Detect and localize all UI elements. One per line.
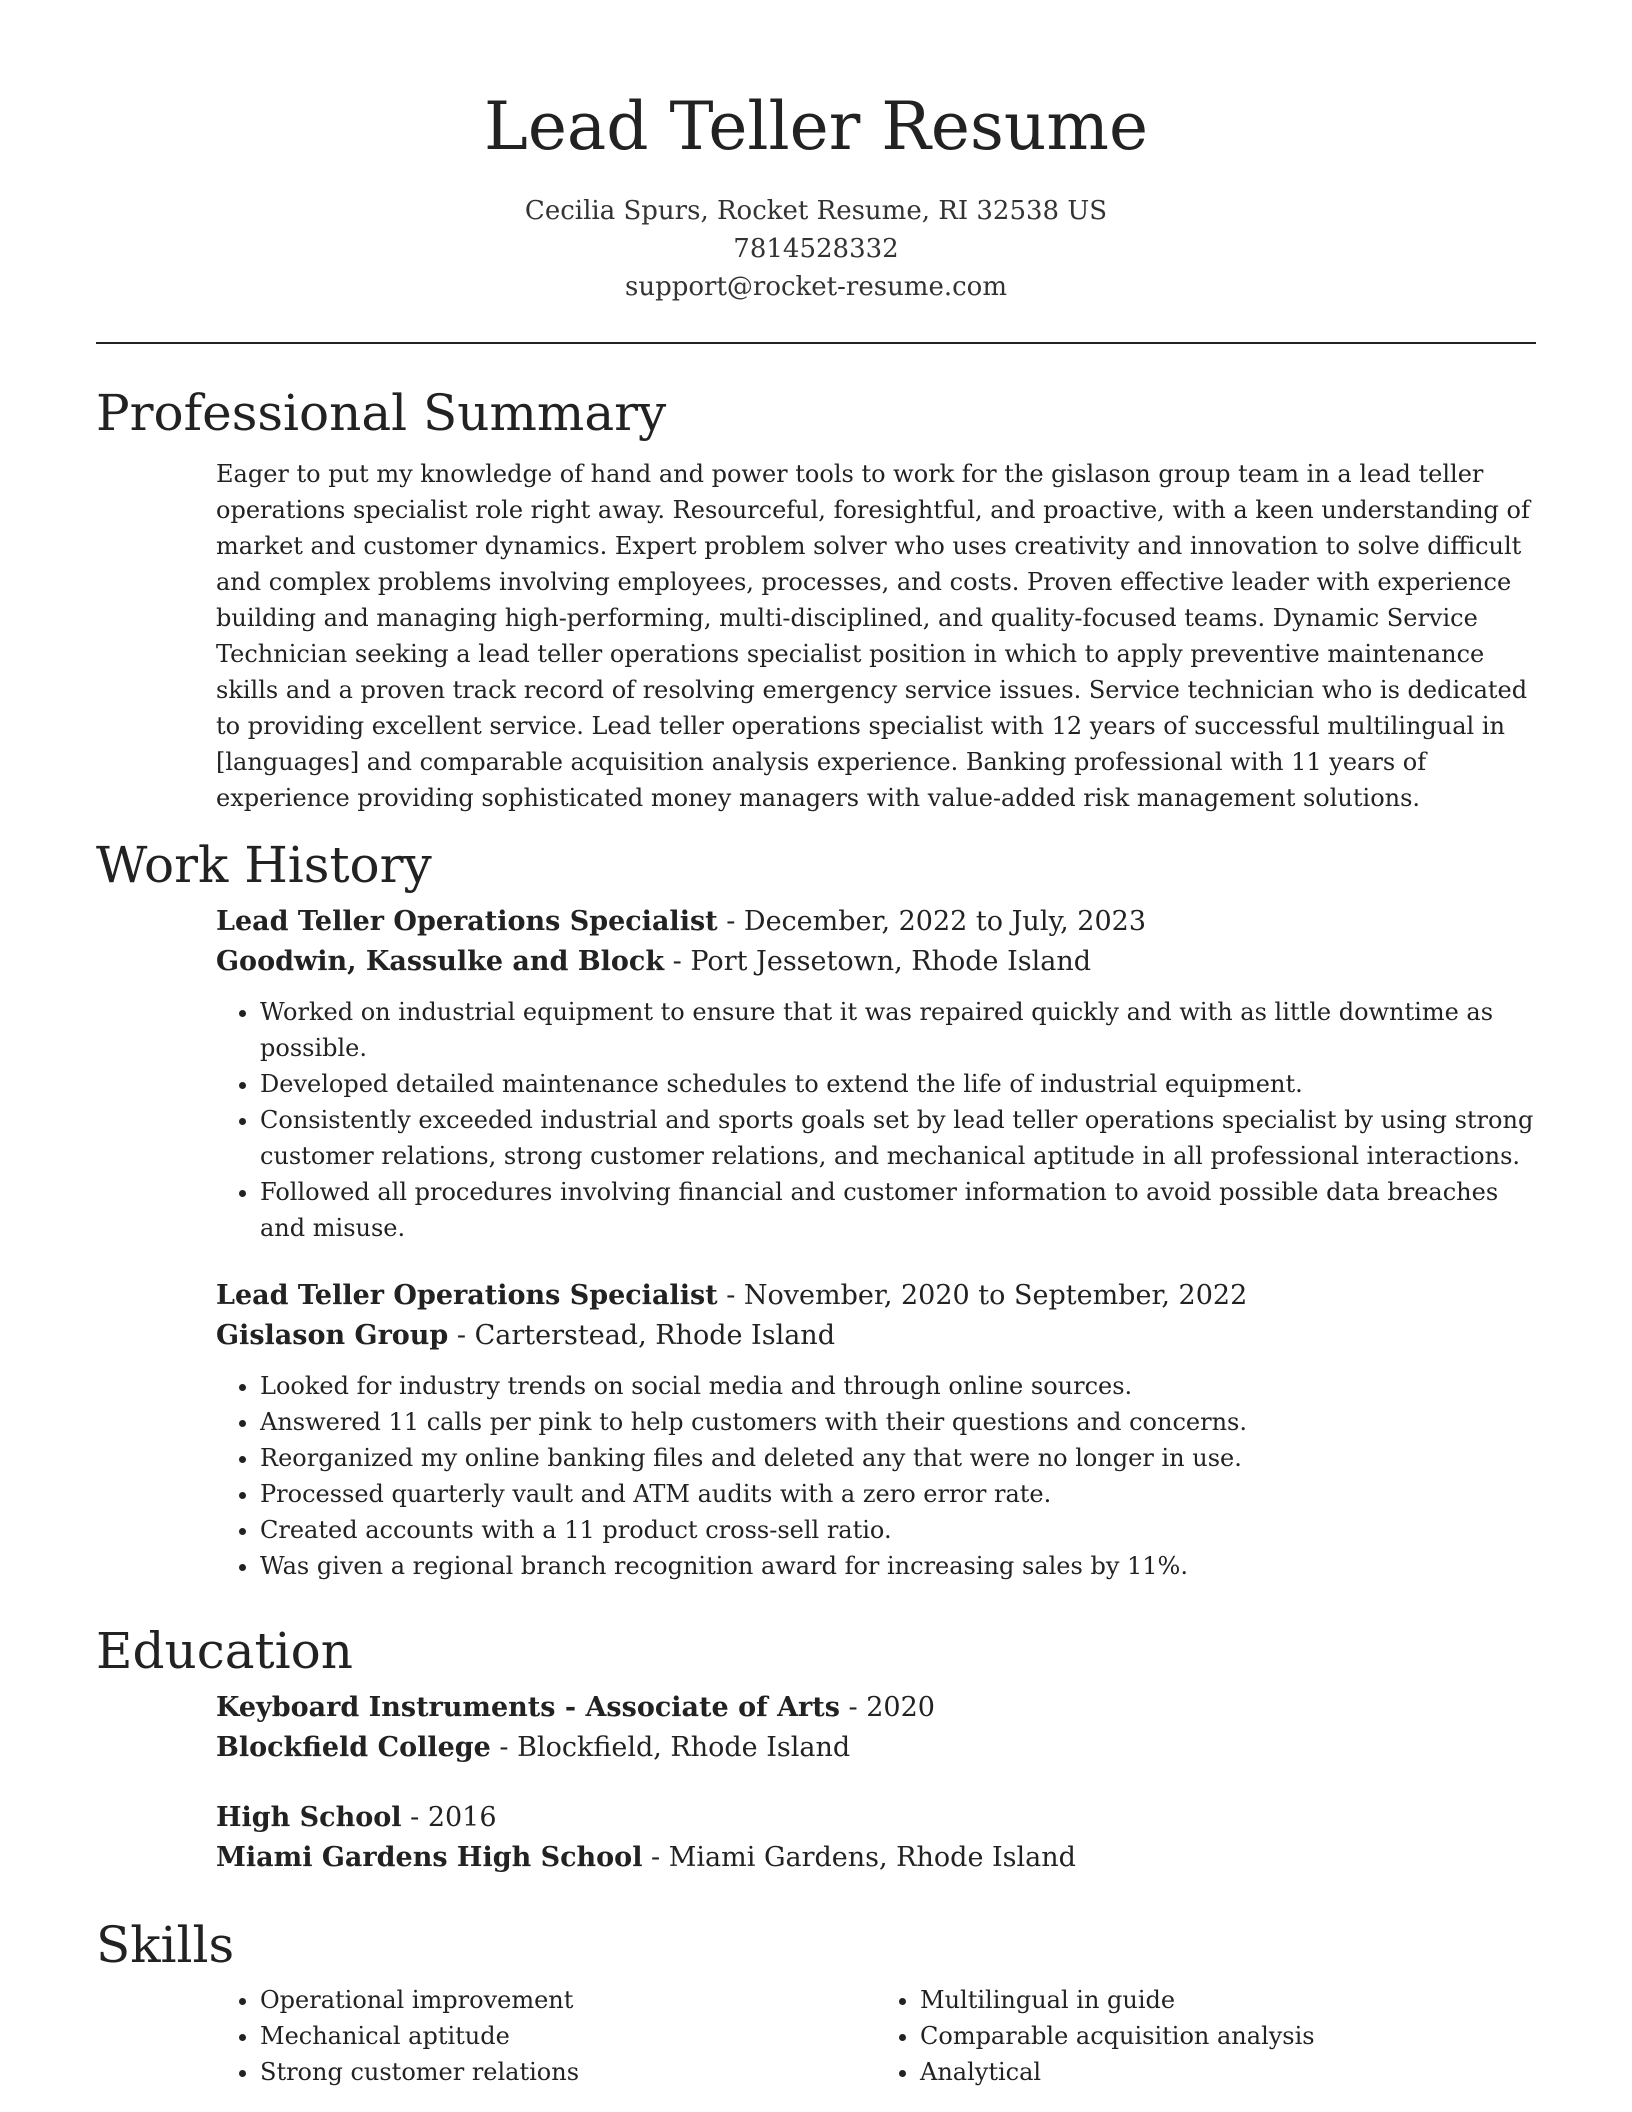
degree-line [216, 1798, 1536, 1838]
job-entry [216, 1276, 1536, 1584]
school-name: Blockfield College [216, 1732, 491, 1763]
job-title: Lead Teller Operations Specialist [216, 1280, 718, 1311]
skills-heading: Skills [96, 1916, 235, 1974]
skill-item: • Operational improvement [260, 1982, 876, 2018]
skills-column-left [216, 1982, 876, 2090]
list-item: • Reorganized my online banking files and deleted any that were no longer in use. [260, 1440, 1536, 1476]
education-entry [216, 1688, 1536, 1768]
job-title-line: Lead Teller Operations Specialist - November, 2020 to September, 2022 [216, 1280, 1248, 1311]
job-title: Lead Teller Operations Specialist [216, 906, 718, 937]
school-location: - Miami Gardens, Rhode Island [642, 1842, 1076, 1873]
job-dates: November, 2020 to September, 2022 [743, 1280, 1248, 1311]
degree: Keyboard Instruments - Associate of Arts [216, 1692, 840, 1723]
job-company: Goodwin, Kassulke and Block [216, 946, 665, 977]
contact-address: Cecilia Spurs, Rocket Resume, RI 32538 US [524, 196, 1108, 226]
degree: High School [216, 1802, 402, 1833]
skills-column-right [876, 1982, 1536, 2090]
list-item: • Was given a regional branch recognition award for increasing sales by 11%. [260, 1548, 1536, 1584]
resume-header [96, 84, 1536, 306]
education-entry [216, 1798, 1536, 1878]
job-company-line: Goodwin, Kassulke and Block - Port Jessetown, Rhode Island [216, 946, 1092, 977]
skill-item: • Strong customer relations [260, 2054, 876, 2090]
job-location: Port Jessetown, Rhode Island [690, 946, 1092, 977]
job-entry [216, 902, 1536, 1246]
contact-phone: 7814528332 [733, 234, 899, 264]
page-title: Lead Teller Resume [484, 88, 1148, 165]
header-divider [96, 342, 1536, 344]
job-title-line: Lead Teller Operations Specialist - December, 2022 to July, 2023 [216, 906, 1146, 937]
contact-block [96, 192, 1536, 306]
list-item: • Developed detailed maintenance schedules to extend the life of industrial equipment. [260, 1066, 1536, 1102]
contact-email: support@rocket-resume.com [624, 272, 1007, 302]
skill-item: • Analytical [920, 2054, 1536, 2090]
list-item: • Followed all procedures involving financial and customer information to avoid possible data breaches and misuse. [260, 1174, 1536, 1246]
skill-item: • Comparable acquisition analysis [920, 2018, 1536, 2054]
education-heading: Education [96, 1622, 353, 1680]
job-company: Gislason Group [216, 1320, 449, 1351]
resume-content [96, 376, 1536, 2090]
graduation-year: - 2020 [839, 1692, 935, 1723]
school-name: Miami Gardens High School [216, 1842, 643, 1873]
skill-item: • Mechanical aptitude [260, 2018, 876, 2054]
school-line [216, 1838, 1536, 1878]
list-item: • Consistently exceeded industrial and sports goals set by lead teller operations specialist by using strong customer relations, strong customer relations, and mechanical aptitude in all professional interactions. [260, 1102, 1536, 1174]
list-item: • Created accounts with a 11 product cross-sell ratio. [260, 1512, 1536, 1548]
degree-line [216, 1688, 1536, 1728]
summary-text: Eager to put my knowledge of hand and power tools to work for the gislason group team in a lead teller operations specialist role right away. Resourceful, foresightful, and proactive, with a keen understanding of market and customer dynamics. Expert problem solver who uses creativity and innovation to solve difficult and complex problems involving employees, processes, and costs. Proven effective leader with experience building and managing high-performing, multi-disciplined, and quality-focused teams. Dynamic Service Technician seeking a lead teller operations specialist position in which to apply preventive maintenance skills and a proven track record of resolving emergency service issues. Service technician who is dedicated to providing excellent service. Lead teller operations specialist with 12 years of successful multilingual in [languages] and comparable acquisition analysis experience. Banking professional with 11 years of experience providing sophisticated money managers with value-added risk management solutions. [216, 460, 1530, 812]
job-location: Carterstead, Rhode Island [474, 1320, 835, 1351]
job-company-line: Gislason Group - Carterstead, Rhode Island [216, 1320, 835, 1351]
work-history-heading: Work History [96, 836, 432, 894]
list-item: • Worked on industrial equipment to ensure that it was repaired quickly and with as little downtime as possible. [260, 994, 1536, 1066]
job-dates: December, 2022 to July, 2023 [743, 906, 1146, 937]
job-bullets [216, 994, 1536, 1246]
skills-list [216, 1982, 1536, 2090]
school-line [216, 1728, 1536, 1768]
summary-heading: Professional Summary [96, 384, 667, 442]
graduation-year: - 2016 [401, 1802, 497, 1833]
school-location: - Blockfield, Rhode Island [490, 1732, 851, 1763]
list-item: • Answered 11 calls per pink to help customers with their questions and concerns. [260, 1404, 1536, 1440]
list-item: • Looked for industry trends on social media and through online sources. [260, 1368, 1536, 1404]
skill-item: • Multilingual in guide [920, 1982, 1536, 2018]
list-item: • Processed quarterly vault and ATM audits with a zero error rate. [260, 1476, 1536, 1512]
job-bullets [216, 1368, 1536, 1584]
